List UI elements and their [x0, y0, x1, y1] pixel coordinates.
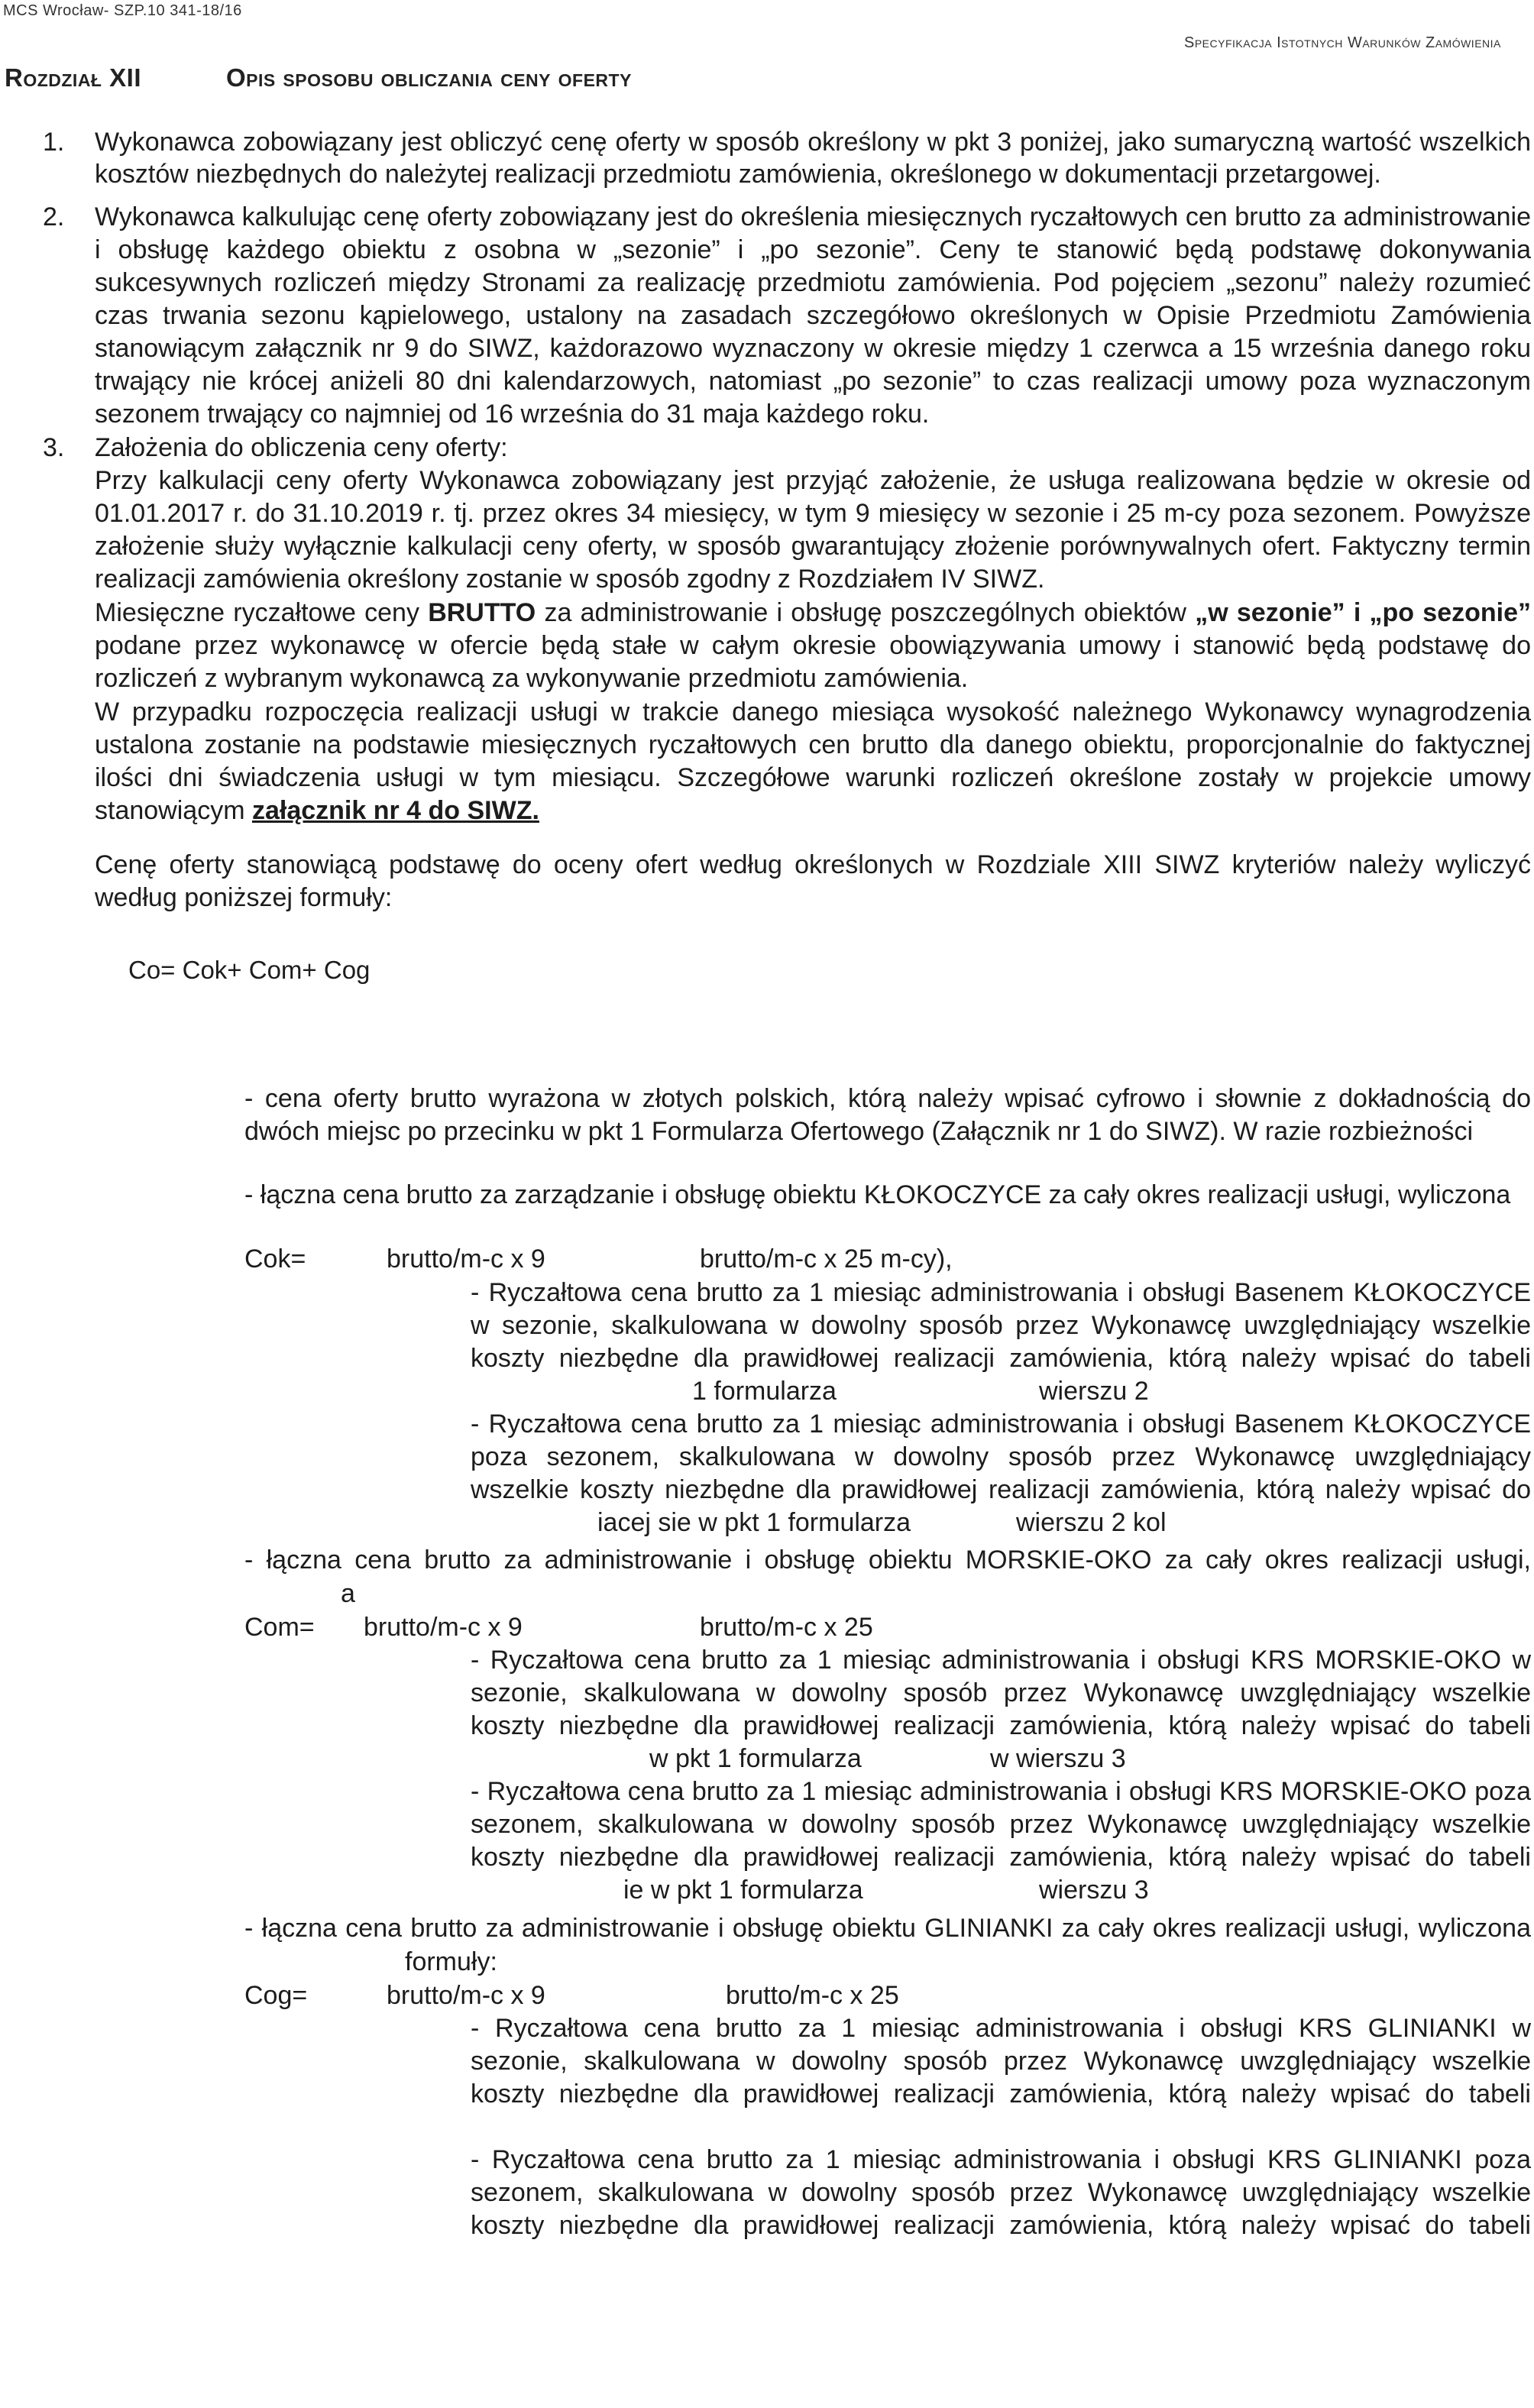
formula-intro-line: według poniższej formuły:: [95, 883, 393, 912]
cok-detail-line: poza sezonem, skalkulowana w dowolny sposób przez Wykonawcę uwzględniający: [471, 1442, 1531, 1471]
point-1-line: kosztów niezbędnych do należytej realizacji przedmiotu zamówienia, określonego w dokumentacji przetargowej.: [95, 160, 1381, 189]
point-1-line: Wykonawca zobowiązany jest obliczyć cenę oferty w sposób określony w pkt 3 poniżej, jako sumaryczną wartość wszelkich: [95, 128, 1531, 157]
cok-detail-tail: wierszu 2: [1039, 1377, 1149, 1406]
point-3-line: ustalona zostanie na podstawie miesięcznych ryczałtowych cen brutto dla danego obiektu, proporcjonalnie do faktycznej: [95, 730, 1531, 759]
attachment-4-reference: załącznik nr 4 do SIWZ.: [251, 796, 539, 825]
point-2-line: Wykonawca kalkulując cenę oferty zobowiązany jest do określenia miesięcznych ryczałtowych cen brutto za administrowanie: [95, 202, 1531, 231]
cok-detail-line: - Ryczałtowa cena brutto za 1 miesiąc administrowania i obsługi Basenem KŁOKOCZYCE: [471, 1278, 1531, 1307]
point-3-number: 3.: [43, 433, 65, 462]
point-3-line: podane przez wykonawcę w ofercie będą stałe w całym okresie obowiązywania umowy i stanowić będą podstawę do: [95, 631, 1531, 660]
cok-formula-part: brutto/m-c x 9: [387, 1244, 545, 1274]
brutto-emphasis: BRUTTO: [428, 598, 536, 627]
cok-intro: - łączna cena brutto za zarządzanie i obsługę obiektu KŁOKOCZYCE za cały okres realizacji usługi, wyliczona: [244, 1180, 1511, 1209]
formula-intro-line: Cenę oferty stanowiącą podstawę do oceny ofert według określonych w Rozdziale XIII SIWZ kryteriów należy wyliczyć: [95, 850, 1531, 879]
com-intro-tail: a: [341, 1579, 355, 1608]
cok-detail-line: w sezonie, skalkulowana w dowolny sposób przez Wykonawcę uwzględniający wszelkie: [471, 1311, 1531, 1340]
point-3-line: rozliczeń z wybranym wykonawcą za wykonywanie przedmiotu zamówienia.: [95, 664, 969, 693]
com-detail-tail: ie w pkt 1 formularza: [623, 1876, 863, 1905]
point-2-line: sezonem trwający co najmniej od 16 września do 31 maja każdego roku.: [95, 400, 930, 429]
point-2-line: trwający nie krócej aniżeli 80 dni kalendarzowych, natomiast „po sezonie” to czas realizacji umowy poza wyznaczonym: [95, 367, 1531, 396]
cog-detail-line: koszty niezbędne dla prawidłowej realizacji zamówienia, którą należy wpisać do tabeli: [471, 2079, 1531, 2109]
chapter-number: Rozdział XII: [5, 63, 141, 92]
cog-detail-line: koszty niezbędne dla prawidłowej realizacji zamówienia, którą należy wpisać do tabeli: [471, 2211, 1531, 2240]
cok-formula-part: brutto/m-c x 25 m-cy),: [700, 1244, 953, 1274]
cok-detail-line: - Ryczałtowa cena brutto za 1 miesiąc administrowania i obsługi Basenem KŁOKOCZYCE: [471, 1410, 1531, 1439]
cog-formula-part: brutto/m-c x 9: [387, 1981, 545, 2010]
com-detail-tail: w pkt 1 formularza: [649, 1744, 862, 1773]
chapter-title: Opis sposobu obliczania ceny oferty: [226, 63, 632, 92]
com-detail-line: koszty niezbędne dla prawidłowej realizacji zamówienia, którą należy wpisać do tabeli: [471, 1843, 1531, 1872]
point-2-line: czas trwania sezonu kąpielowego, ustalony na zasadach szczegółowo określonych w Opisie Przedmiotu Zamówienia: [95, 301, 1531, 330]
com-intro: - łączna cena brutto za administrowanie i obsługę obiektu MORSKIE-OKO za cały okres realizacji usługi,: [244, 1545, 1531, 1575]
com-detail-line: - Ryczałtowa cena brutto za 1 miesiąc administrowania i obsługi KRS MORSKIE-OKO w: [471, 1646, 1531, 1675]
cok-detail-tail: 1 formularza: [692, 1377, 837, 1406]
co-description-line: dwóch miejsc po przecinku w pkt 1 Formularza Ofertowego (Załącznik nr 1 do SIWZ). W razie rozbieżności: [244, 1117, 1473, 1146]
point-2-line: stanowiącym załącznik nr 9 do SIWZ, każdorazowo wyznaczony w okresie między 1 czerwca a 15 września danego roku: [95, 334, 1531, 363]
document-reference: MCS Wrocław- SZP.10 341-18/16: [3, 2, 242, 19]
cok-detail-line: wszelkie koszty niezbędne dla prawidłowej realizacji zamówienia, którą należy wpisać do: [471, 1475, 1531, 1504]
cok-detail-tail: wierszu 2 kol: [1016, 1508, 1167, 1537]
season-emphasis: „w sezonie” i „po sezonie”: [1195, 598, 1532, 627]
com-detail-line: sezonem, skalkulowana w dowolny sposób przez Wykonawcę uwzględniający wszelkie: [471, 1810, 1531, 1839]
cok-detail-line: koszty niezbędne dla prawidłowej realizacji zamówienia, którą należy wpisać do tabeli: [471, 1344, 1531, 1373]
point-1-number: 1.: [43, 128, 65, 157]
point-3-line: ilości dni świadczenia usługi w tym miesiącu. Szczegółowe warunki rozliczeń określone zostały w projekcie umowy: [95, 763, 1531, 792]
com-detail-line: sezonie, skalkulowana w dowolny sposób przez Wykonawcę uwzględniający wszelkie: [471, 1678, 1531, 1707]
point-3-line: realizacji zamówienia określony zostanie w sposób zgodny z Rozdziałem IV SIWZ.: [95, 565, 1045, 594]
cok-label: Cok=: [244, 1244, 306, 1274]
running-header: Specyfikacja Istotnych Warunków Zamówienia: [1184, 34, 1501, 51]
point-3-line: 01.01.2017 r. do 31.10.2019 r. tj. przez okres 34 miesięcy, w tym 9 miesięcy w sezonie i 25 m-cy poza sezonem. Powyższe: [95, 499, 1531, 528]
com-label: Com=: [244, 1613, 315, 1642]
com-formula-part: brutto/m-c x 9: [364, 1613, 523, 1642]
point-3-line: stanowiącym załącznik nr 4 do SIWZ.: [95, 796, 539, 825]
cog-detail-line: - Ryczałtowa cena brutto za 1 miesiąc administrowania i obsługi KRS GLINIANKI w: [471, 2014, 1531, 2043]
com-detail-tail: wierszu 3: [1039, 1876, 1149, 1905]
cog-detail-line: sezonem, skalkulowana w dowolny sposób przez Wykonawcę uwzględniający wszelkie: [471, 2178, 1531, 2207]
formula: Co= Cok+ Com+ Cog: [128, 956, 371, 984]
cog-formula-part: brutto/m-c x 25: [726, 1981, 899, 2010]
point-2-line: i obsługę każdego obiektu z osobna w „sezonie” i „po sezonie”. Ceny te stanowić będą podstawę dokonywania: [95, 235, 1531, 264]
point-3-line: Przy kalkulacji ceny oferty Wykonawca zobowiązany jest przyjąć założenie, że usługa realizowana będzie w okresie od: [95, 466, 1531, 495]
cog-intro-tail: formuły:: [405, 1947, 497, 1976]
point-2-line: sukcesywnych rozliczeń między Stronami za realizację przedmiotu zamówienia. Pod pojęciem „sezonu” należy rozumieć: [95, 268, 1531, 297]
com-detail-line: - Ryczałtowa cena brutto za 1 miesiąc administrowania i obsługi KRS MORSKIE-OKO poza: [471, 1777, 1531, 1806]
point-3-brutto-line: Miesięczne ryczałtowe ceny BRUTTO za administrowanie i obsługę poszczególnych obiektów „w sezonie” i „po sezonie”: [95, 598, 1532, 627]
com-detail-tail: w wierszu 3: [990, 1744, 1126, 1773]
cog-detail-line: sezonie, skalkulowana w dowolny sposób przez Wykonawcę uwzględniający wszelkie: [471, 2047, 1531, 2076]
co-description-line: - cena oferty brutto wyrażona w złotych polskich, którą należy wpisać cyfrowo i słownie z dokładnością do: [244, 1084, 1531, 1113]
point-3-line: W przypadku rozpoczęcia realizacji usługi w trakcie danego miesiąca wysokość należnego Wykonawcy wynagrodzenia: [95, 697, 1531, 727]
cok-detail-tail: iacej sie w pkt 1 formularza: [597, 1508, 911, 1537]
point-3-line: założenie służy wyłącznie kalkulacji ceny oferty, w sposób gwarantujący złożenie porównywalnych ofert. Faktyczny termin: [95, 532, 1531, 561]
point-2-number: 2.: [43, 202, 65, 231]
cog-detail-line: - Ryczałtowa cena brutto za 1 miesiąc administrowania i obsługi KRS GLINIANKI poza: [471, 2145, 1531, 2174]
cog-label: Cog=: [244, 1981, 308, 2010]
com-formula-part: brutto/m-c x 25: [700, 1613, 873, 1642]
point-3-title: Założenia do obliczenia ceny oferty:: [95, 433, 508, 462]
cog-intro: - łączna cena brutto za administrowanie i obsługę obiektu GLINIANKI za cały okres realizacji usługi, wyliczona: [244, 1914, 1531, 1943]
com-detail-line: koszty niezbędne dla prawidłowej realizacji zamówienia, którą należy wpisać do tabeli: [471, 1711, 1531, 1740]
